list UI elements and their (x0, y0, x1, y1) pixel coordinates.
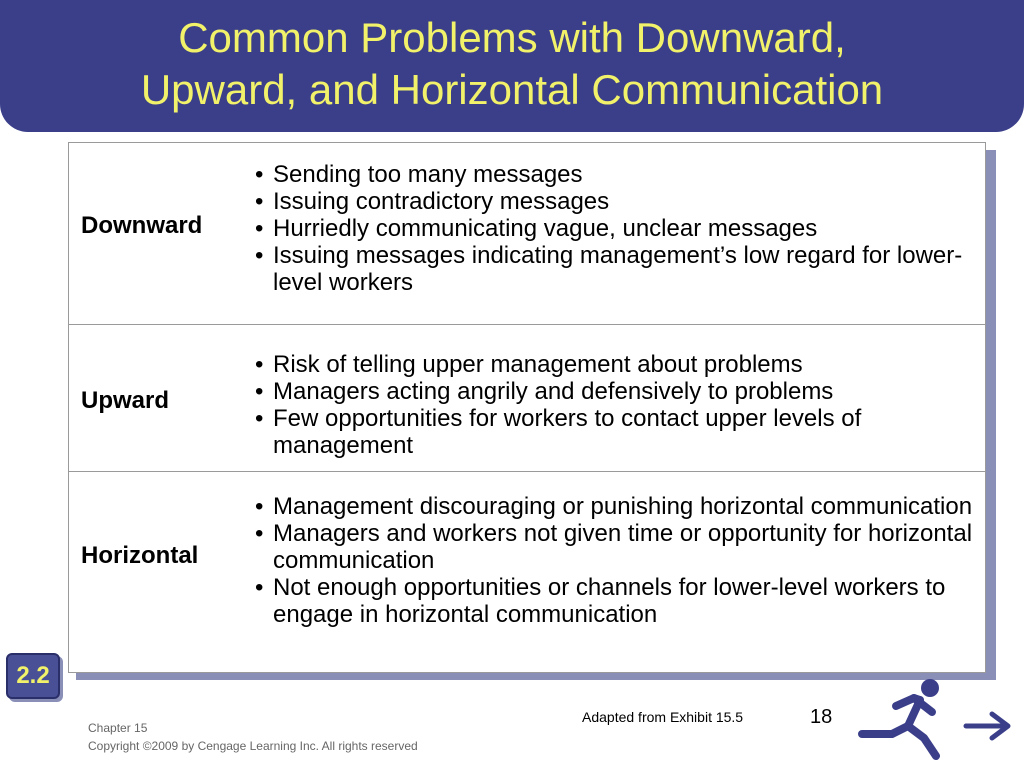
running-person-icon (852, 676, 952, 760)
row-label-downward: Downward (81, 212, 203, 239)
row-label-horizontal: Horizontal (81, 542, 199, 569)
list-item: • Few opportunities for workers to contact upper levels of management (255, 405, 975, 459)
bullet-list-downward (255, 161, 975, 296)
page-number: 18 (810, 706, 833, 728)
list-item: • Issuing contradictory messages (255, 188, 975, 215)
list-item: • Issuing messages indicating management’s low regard for lower-level workers (255, 242, 975, 296)
list-item: • Risk of telling upper management about problems (255, 351, 975, 378)
footer-copyright: Copyright ©2009 by Cengage Learning Inc. All rights reserved (88, 739, 418, 753)
table-row-horizontal (68, 471, 986, 673)
slide-title-line-1: Common Problems with Downward, (178, 14, 846, 61)
bullet-list-upward (255, 351, 975, 459)
list-item: • Sending too many messages (255, 161, 975, 188)
title-banner (0, 0, 1024, 132)
section-badge: 2.2 (6, 653, 60, 699)
list-item: • Management discouraging or punishing horizontal communication (255, 493, 975, 520)
right-arrow-icon[interactable] (962, 708, 1014, 744)
bullet-list-horizontal (255, 493, 975, 628)
slide-title-line-2: Upward, and Horizontal Communication (140, 66, 884, 113)
row-label-upward: Upward (81, 387, 170, 414)
list-item: • Managers acting angrily and defensively to problems (255, 378, 975, 405)
list-item: • Hurriedly communicating vague, unclear messages (255, 215, 975, 242)
list-item: • Not enough opportunities or channels for lower-level workers to engage in horizontal communication (255, 574, 975, 628)
table-row-downward (68, 142, 986, 326)
footer-chapter: Chapter 15 (88, 721, 148, 735)
source-note: Adapted from Exhibit 15.5 (582, 709, 744, 725)
table-row-upward (68, 324, 986, 472)
list-item: • Managers and workers not given time or opportunity for horizontal communication (255, 520, 975, 574)
